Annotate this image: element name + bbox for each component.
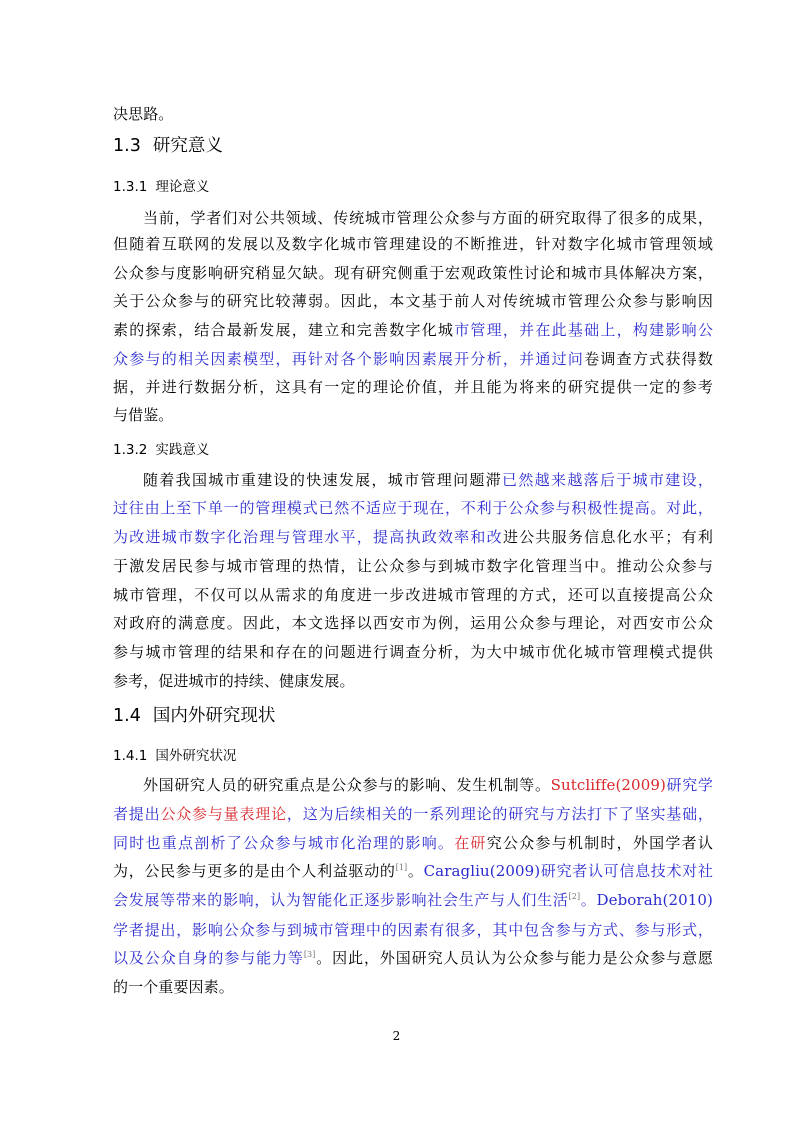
paragraph-line bbox=[113, 349, 713, 369]
text-run-blue: 众参与的相关因素模型，再针对各个影响因素展开分析，并通过问 bbox=[113, 350, 585, 368]
text-run: 参与城市管理的结果和存在的问题进行调查分析，为大中城市优化城市管理模式提供 bbox=[113, 643, 713, 661]
subsection-number: 1.3.1 bbox=[113, 179, 148, 195]
paragraph-line bbox=[113, 977, 713, 997]
text-run: 。因此，外国研究人员认为公众参与能力是公众参与意愿 bbox=[315, 949, 713, 967]
paragraph-line bbox=[113, 861, 713, 881]
section-title: 研究意义 bbox=[152, 136, 223, 156]
paragraph-line bbox=[113, 890, 713, 910]
paragraph-line bbox=[113, 320, 713, 340]
section-heading-1-3 bbox=[113, 134, 223, 158]
text-run: 参考，促进城市的持续、健康发展。 bbox=[113, 672, 355, 690]
text-run: 卷调查方式获得数 bbox=[584, 350, 713, 368]
subsection-title: 理论意义 bbox=[155, 179, 210, 195]
text-run: 决思路。 bbox=[113, 105, 174, 123]
paragraph-line bbox=[113, 613, 713, 633]
text-run: 对政府的满意度。因此，本文选择以西安市为例，运用公众参与理论，对西安市公众 bbox=[113, 614, 713, 632]
text-run-blue: Caragliu(2009) bbox=[423, 862, 541, 880]
text-run-blue: 学者提出，影响公众参与到城市管理中的因素有很多，其中包含参与方式、参与形式， bbox=[113, 921, 713, 939]
text-run-blue: 同时也重点剖析了公众参与城市化治理的影响。 bbox=[113, 834, 455, 852]
text-run: 为，公民参与更多的是由个人利益驱动的 bbox=[113, 862, 396, 880]
text-run: 与借鉴。 bbox=[113, 406, 174, 424]
text-run: 公众参与度影响研究稍显欠缺。现有研究侧重于宏观政策性讨论和城市具体解决方案， bbox=[113, 264, 713, 282]
text-run: 进公共服务信息化水平；有利 bbox=[502, 528, 713, 546]
paragraph-line bbox=[113, 291, 713, 311]
text-run-blue: 研究者认可信息技术对社 bbox=[540, 862, 713, 880]
paragraph-line bbox=[113, 642, 713, 662]
citation-ref: [2] bbox=[568, 892, 581, 901]
paragraph-line bbox=[143, 775, 713, 795]
paragraph-line bbox=[113, 948, 713, 968]
text-run-blue: 为改进城市数字化治理与管理水平，提高执政效率和改 bbox=[113, 528, 503, 546]
text-run-red: 在研 bbox=[454, 834, 487, 852]
paragraph-line bbox=[113, 556, 713, 576]
paragraph-line bbox=[113, 920, 713, 940]
paragraph-line bbox=[113, 377, 713, 397]
text-run-blue: 以及公众自身的参与能力等 bbox=[113, 949, 304, 967]
text-run-red: 公众参与量表理论 bbox=[160, 805, 287, 823]
text-run-blue: 。 bbox=[580, 891, 597, 909]
text-run-blue: 过往由上至下单一的管理模式已然不适应于现在，不利于公众参与积极性提高。对此， bbox=[113, 499, 713, 517]
citation-ref: [1] bbox=[395, 863, 408, 872]
section-number: 1.4 bbox=[113, 706, 141, 726]
text-run-blue: ，这为后续相关的一系列理论的研究与方法打下了坚实基础， bbox=[286, 805, 714, 823]
text-run-blue: 研究学 bbox=[665, 776, 713, 794]
subsection-heading-1-4-1 bbox=[113, 746, 236, 766]
text-run: 外国研究人员的研究重点是公众参与的影响、发生机制等。 bbox=[143, 776, 551, 794]
text-run: 关于公众参与的研究比较薄弱。因此，本文基于前人对传统城市管理公众参与影响因 bbox=[113, 292, 713, 310]
text-run: 随着我国城市重建设的快速发展，城市管理问题滞 bbox=[143, 471, 503, 489]
subsection-number: 1.4.1 bbox=[113, 748, 148, 764]
subsection-number: 1.3.2 bbox=[113, 442, 148, 458]
text-run: 素的探索，结合最新发展，建立和完善数字化城 bbox=[113, 321, 455, 339]
text-run: 究公众参与机制时，外国学者认 bbox=[486, 834, 713, 852]
subsection-title: 实践意义 bbox=[155, 442, 210, 458]
section-heading-1-4 bbox=[113, 704, 275, 728]
text-run: 。 bbox=[407, 862, 424, 880]
text-run-blue: 会发展等带来的影响，认为智能化正逐步影响社会生产与人们生活 bbox=[113, 891, 569, 909]
paragraph-line bbox=[143, 470, 713, 490]
paragraph-line bbox=[113, 498, 713, 518]
paragraph-line bbox=[113, 405, 713, 425]
paragraph-line bbox=[113, 671, 713, 691]
text-run-blue: 者提出 bbox=[113, 805, 161, 823]
text-run-blue: 已然越来越落后于城市建设， bbox=[502, 471, 713, 489]
text-run: 当前，学者们对公共领域、传统城市管理公众参与方面的研究取得了很多的成果， bbox=[143, 209, 713, 227]
subsection-title: 国外研究状况 bbox=[155, 748, 237, 764]
paragraph-line bbox=[113, 804, 713, 824]
text-run-blue: 市管理，并在此基础上，构建影响公 bbox=[454, 321, 713, 339]
paragraph-line bbox=[113, 527, 713, 547]
paragraph-line bbox=[113, 263, 713, 283]
paragraph-line bbox=[113, 585, 713, 605]
subsection-heading-1-3-2 bbox=[113, 440, 209, 460]
paragraph-line bbox=[113, 234, 713, 254]
subsection-heading-1-3-1 bbox=[113, 177, 209, 197]
text-run: 于激发居民参与城市管理的热情，让公众参与到城市数字化管理当中。推动公众参与 bbox=[113, 557, 713, 575]
page-number: 2 bbox=[392, 1029, 401, 1043]
text-run: 但随着互联网的发展以及数字化城市管理建设的不断推进，针对数字化城市管理领域 bbox=[113, 235, 713, 253]
section-number: 1.3 bbox=[113, 136, 141, 156]
text-run: 城市管理，不仅可以从需求的角度进一步改进城市管理的方式，还可以直接提高公众 bbox=[113, 586, 713, 604]
citation-ref: [3] bbox=[303, 950, 316, 959]
paragraph-line bbox=[113, 833, 713, 853]
section-title: 国内外研究现状 bbox=[152, 706, 276, 726]
text-run-red: Sutcliffe(2009) bbox=[550, 776, 666, 794]
text-run-blue: Deborah(2010) bbox=[596, 891, 713, 909]
text-run: 的一个重要因素。 bbox=[113, 978, 234, 996]
text-run: 据，并进行数据分析，这具有一定的理论价值，并且能为将来的研究提供一定的参考 bbox=[113, 378, 713, 396]
paragraph-line bbox=[143, 208, 713, 228]
paragraph-line bbox=[113, 104, 713, 124]
